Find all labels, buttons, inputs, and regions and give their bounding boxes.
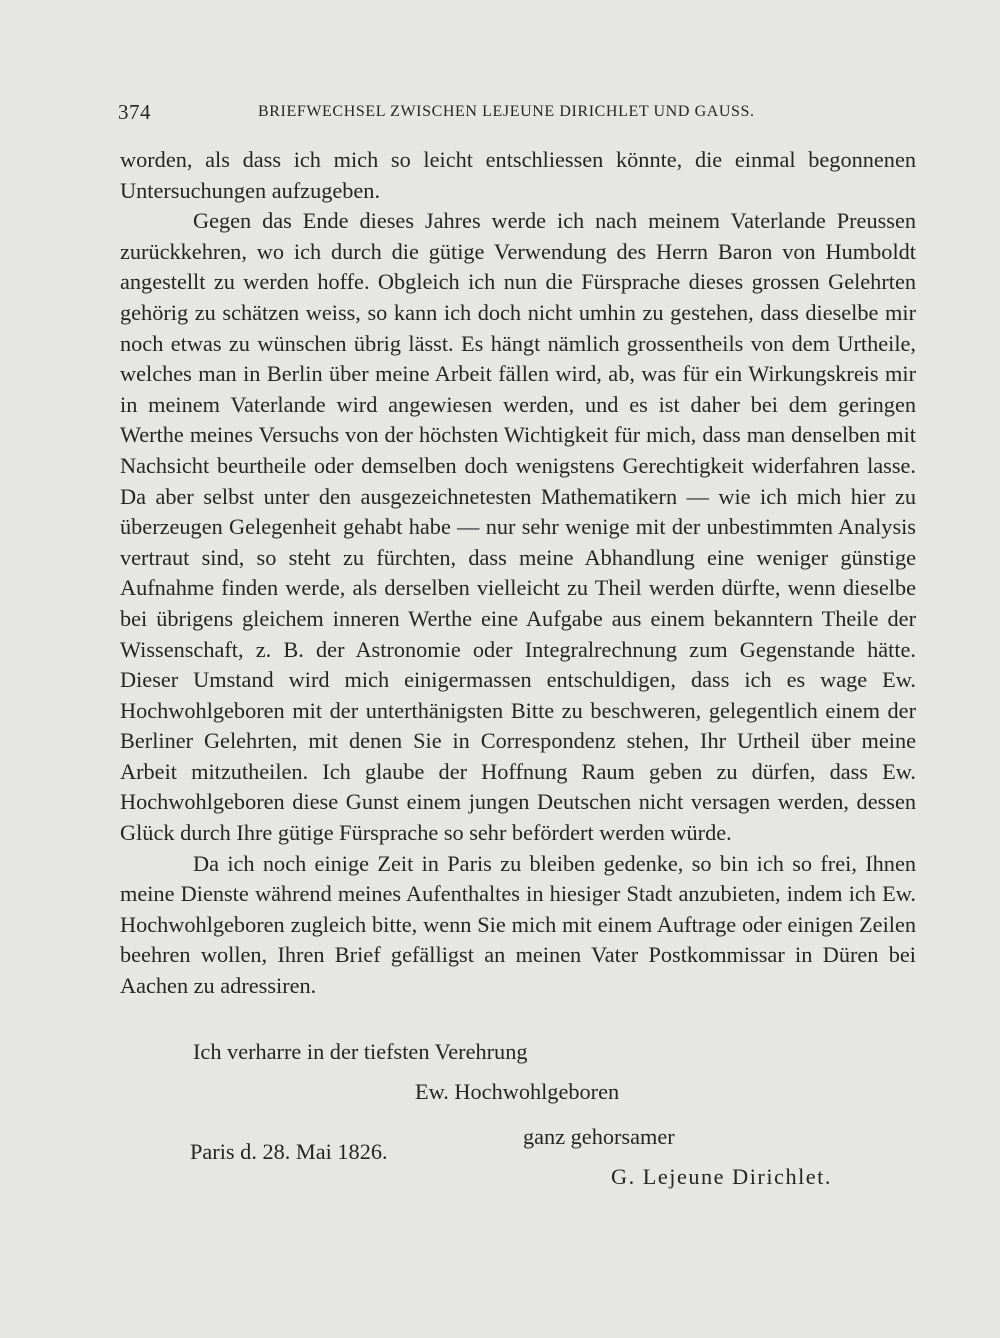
- signature: G. Lejeune Dirichlet.: [611, 1164, 832, 1189]
- paragraph-continued: worden, als dass ich mich so leicht entschliessen könnte, die einmal begonnenen Untersuchungen aufzugeben.: [120, 147, 916, 203]
- letter-body: [120, 145, 916, 1002]
- paragraph-paris-stay: Da ich noch einige Zeit in Paris zu bleiben gedenke, so bin ich so frei, Ihnen meine Dienste während meines Aufenthaltes in hiesiger Stadt anzubieten, indem ich Ew. Hochwohlgeboren zugleich bitte, wenn Sie mich mit einem Auftrage oder einigen Zeilen beehren wollen, Ihren Brief gefälligst an meinen Vater Postkommissar in Düren bei Aachen zu adressiren.: [120, 850, 916, 999]
- place-and-date: Paris d. 28. Mai 1826.: [190, 1139, 388, 1164]
- closing-obedient: ganz gehorsamer: [523, 1124, 675, 1149]
- page-number: 374: [118, 100, 151, 124]
- paragraph-return-to-prussia: Gegen das Ende dieses Jahres werde ich nach meinem Vaterlande Preussen zurückkehren, wo ich durch die gütige Verwendung des Herrn Baron von Humboldt angestellt zu werden hoffe. Obgleich ich nun die Fürsprache dieses grossen Gelehrten gehörig zu schätzen weiss, so kann ich doch nicht umhin zu gestehen, dass dieselbe mir noch etwas zu wünschen übrig lässt. Es hängt nämlich grossentheils von dem Urtheile, welches man in Berlin über meine Arbeit fällen wird, ab, was für ein Wirkungskreis mir in meinem Vaterlande wird angewiesen werden, und es ist daher bei dem geringen Werthe meines Versuchs von der höchsten Wichtigkeit für mich, dass man denselben mit Nachsicht beurtheile oder demselben doch wenigstens Gerechtigkeit widerfahren lasse. Da aber selbst unter den ausgezeichnetesten Mathematikern — wie ich mich hier zu überzeugen Gelegenheit gehabt habe — nur sehr wenige mit der unbestimmten Analysis vertraut sind, so steht zu fürchten, dass meine Abhandlung eine weniger günstige Aufnahme finden werde, als derselben vielleicht zu Theil werden dürfte, wenn dieselbe bei übrigens gleichem inneren Werthe eine Aufgabe aus einem bekanntern Theile der Wissenschaft, z. B. der Astronomie oder Integralrechnung zum Gegenstande hätte. Dieser Umstand wird mich einigermassen entschuldigen, dass ich es wage Ew. Hochwohlgeboren mit der unterthänigsten Bitte zu beschweren, gelegentlich einem der Berliner Gelehrten, mit denen Sie in Correspondenz stehen, Ihr Urtheil über meine Arbeit mitzutheilen. Ich glaube der Hoffnung Raum geben zu dürfen, dass Ew. Hochwohlgeboren diese Gunst einem jungen Deutschen nicht versagen werden, dessen Glück durch Ihre gütige Fürsprache so sehr befördert werden würde.: [120, 208, 916, 846]
- closing-salutation: Ich verharre in der tiefsten Verehrung: [193, 1039, 528, 1064]
- running-title: BRIEFWECHSEL ZWISCHEN LEJEUNE DIRICHLET UND GAUSS.: [258, 103, 755, 120]
- closing-address: Ew. Hochwohlgeboren: [415, 1079, 620, 1104]
- page-header: [118, 100, 880, 130]
